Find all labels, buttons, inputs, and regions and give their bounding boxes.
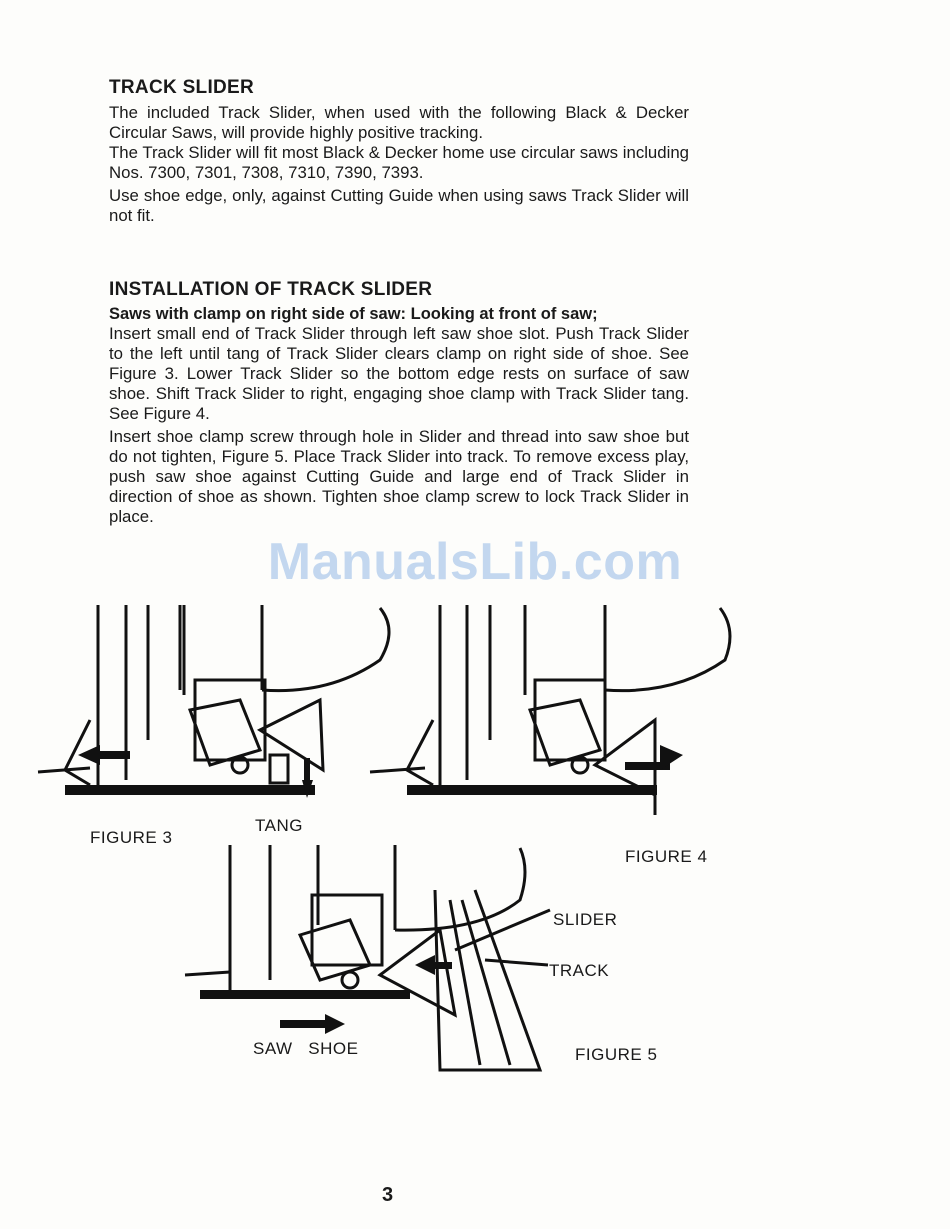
track-slider-heading: TRACK SLIDER xyxy=(109,77,255,98)
installation-heading: INSTALLATION OF TRACK SLIDER xyxy=(109,279,433,300)
figure-5-slider-label: SLIDER xyxy=(553,910,618,929)
figure-3-tang-label: TANG xyxy=(255,816,303,835)
installation-section xyxy=(109,279,689,527)
figure-5-saw-shoe-label: SAW SHOE xyxy=(253,1039,359,1058)
figure-4-illustration xyxy=(365,600,745,820)
installation-para-1: Insert small end of Track Slider through left saw shoe slot. Push Track Slider to the left until tang of Track Slider clears clamp on right side of shoe. See Figure 3. Lower Track Slider so the bottom edge rests on surface of saw shoe. Shift Track Slider to right, engaging shoe clamp with Track Slider tang. See Figure 4. xyxy=(109,324,689,423)
page-number: 3 xyxy=(381,1184,394,1206)
figure-5-illustration xyxy=(180,840,560,1080)
figure-4-caption: FIGURE 4 xyxy=(625,847,708,866)
figure-3-caption: FIGURE 3 xyxy=(90,828,173,847)
watermark: ManualsLib.com xyxy=(267,533,683,591)
track-slider-para-1: The included Track Slider, when used with the following Black & Decker Circular Saws, will provide highly positive tracking. xyxy=(109,103,689,142)
installation-para-2: Insert shoe clamp screw through hole in Slider and thread into saw shoe but do not tighten, Figure 5. Place Track Slider into track. To remove excess play, push saw shoe against Cutting Guide and large end of Track Slider in direction of shoe as shown. Tighten shoe clamp screw to lock Track Slider in place. xyxy=(109,427,689,526)
track-slider-section xyxy=(109,77,689,226)
figure-5-caption: FIGURE 5 xyxy=(575,1045,658,1064)
track-slider-para-3: Use shoe edge, only, against Cutting Guide when using saws Track Slider will not fit. xyxy=(109,186,689,225)
figure-5-track-label: TRACK xyxy=(549,961,610,980)
track-slider-para-2: The Track Slider will fit most Black & Decker home use circular saws including Nos. 7300, 7301, 7308, 7310, 7390, 7393. xyxy=(109,143,689,182)
figure-3-illustration xyxy=(30,600,410,810)
installation-subheading: Saws with clamp on right side of saw: Looking at front of saw; xyxy=(109,305,598,323)
